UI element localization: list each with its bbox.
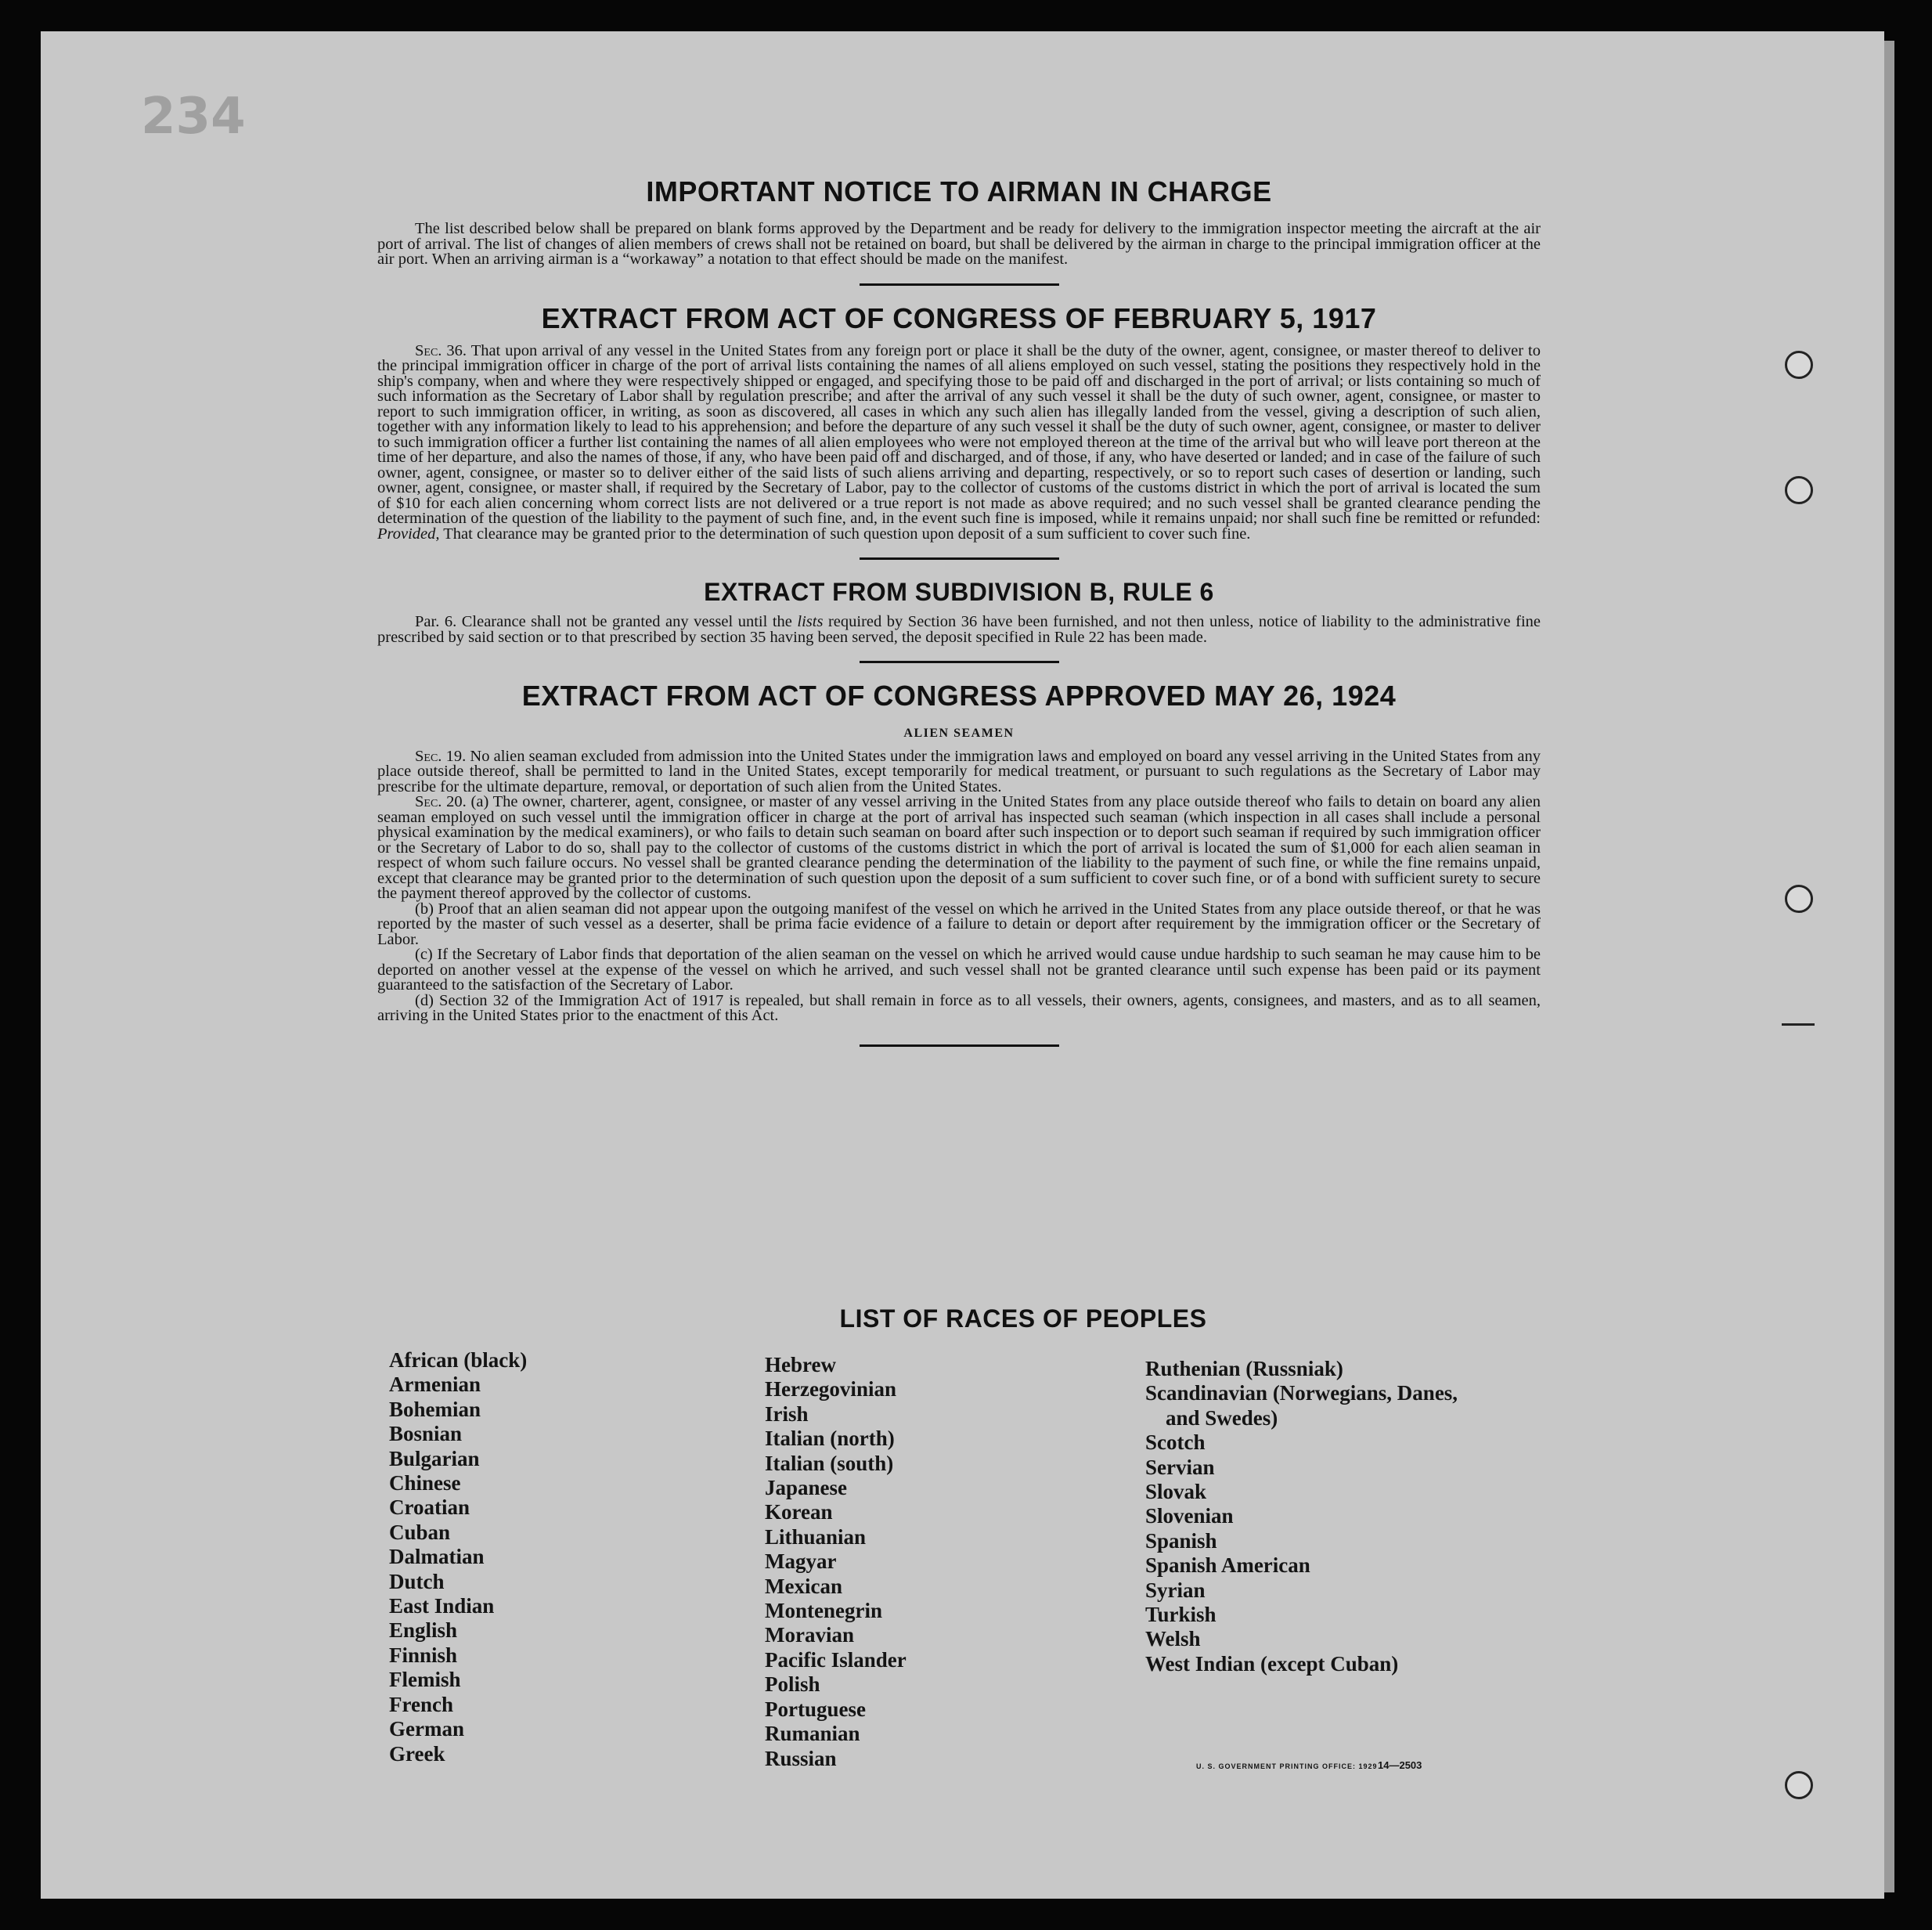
alien-seamen-subtitle: ALIEN SEAMEN [903,727,1015,740]
race-item: Dutch [389,1569,445,1593]
notice-title: IMPORTANT NOTICE TO AIRMAN IN CHARGE [646,175,1272,207]
race-item: Scotch [1145,1430,1206,1455]
race-item: German [389,1717,464,1741]
binder-mark-icon [1782,1023,1815,1026]
race-item: Italian (north) [765,1427,895,1451]
race-item: Turkish [1145,1603,1217,1627]
race-item: Syrian [1145,1578,1206,1602]
races-list-title: LIST OF RACES OF PEOPLES [839,1304,1207,1333]
race-item-continuation: and Swedes) [1166,1405,1278,1430]
page-stamp-number: 234 [141,88,246,146]
rule6-text-end: required by Section 36 have been furnished, and not then unless, notice of liability to the administrative fine prescribed by said section or to that prescribed by section 35 having been served, the deposit specified in Rule 22 has been made. [377,613,1541,646]
form-number: 14—2503 [1378,1759,1422,1771]
sec36-text: That upon arrival of any vessel in the United States from any foreign port or place it shall be the duty of the owner, agent, consignee, or master thereof to deliver to the principal immigration officer in charge of the port of arrival lists containing the names of all aliens employed on such vessel, stating the positions they respectively hold in the ship's company, when and where they were respectively shipped or engaged, and specifying those to be paid off and discharged in the port of arrival; or lists containing so much of such information as the Secretary of Labor shall by regulation prescribe; and after the arrival of any such vessel it shall be the duty of such owner, agent, consignee, or master to report to such immigration officer, in writing, as soon as discovered, all cases in which any such alien has illegally landed from the vessel, giving a description of such alien, together with any information likely to lead to his apprehension; and before the departure of any such vessel it shall be the duty of such owner, agent, consignee, or master to deliver to such immigration officer a further list containing the names of all alien employees who were not employed thereon at the time of the arrival but who will leave port thereon at the time of her departure, and also the names of those, if any, who have been paid off and discharged, and of those, if any, who have deserted or landed; and in case of the failure of such owner, agent, consignee, or master so to deliver either of the said lists of such aliens arriving and departing, respectively, or so to report such cases of desertion or landing, such owner, agent, consignee, or master shall, if required by the Secretary of Labor, pay to the collector of customs of the customs district in which the port of arrival is located the sum of $10 for each alien concerning whom correct lists are not delivered or a true report is not made as above required; and no such vessel shall be granted clearance pending the determination of the question of the liability to the payment of such fine, and, in the event such fine is imposed, while it remains unpaid; nor shall such fine be remitted or refunded: [377,341,1541,527]
binder-hole-icon [1785,351,1813,379]
race-item: Welsh [1145,1627,1201,1651]
rule6-paragraph [377,615,1541,645]
race-item: African (black) [389,1348,528,1372]
race-item: Irish [765,1402,809,1426]
race-item: English [389,1618,458,1643]
race-item: Cuban [389,1520,451,1544]
race-item: Russian [765,1746,837,1770]
race-item: Chinese [389,1471,461,1495]
race-item: Flemish [389,1668,461,1692]
sec36-provided: Provided, [377,525,440,543]
rule6-text-start: Par. 6. Clearance shall not be granted any vessel until the [415,613,792,630]
sec36-label: Sec. 36. [415,341,467,359]
race-item: Lithuanian [765,1524,867,1549]
race-item: Bohemian [389,1397,481,1421]
rule6-title: EXTRACT FROM SUBDIVISION B, RULE 6 [704,578,1214,606]
section-divider [860,283,1059,286]
sec20d-paragraph: (d) Section 32 of the Immigration Act of 1917 is repealed, but shall remain in force as to all vessels, their owners, agents, consignees, and masters, and as to all seamen, arriving in the United States prior to the enactment of this Act. [377,991,1541,1024]
binder-hole-icon [1785,885,1813,913]
races-column-3 [1145,1357,1458,1676]
race-item: Magyar [765,1549,837,1574]
race-item: Slovenian [1145,1504,1234,1528]
race-item: Japanese [765,1476,848,1500]
sec19-text: No alien seaman excluded from admission into the United States under the immigration laws and employed on board any vessel arriving in the United States from any place outside thereof, shall be permitted to land in the United States, except temporarily for medical treatment, or pursuant to such regulations as the Secretary of Labor may prescribe for the ultimate departure, removal, or deportation of such alien from the United States. [377,747,1541,795]
notice-paragraph: The list described below shall be prepared on blank forms approved by the Department and be ready for delivery to the immigration inspector meeting the aircraft at the air port of arrival. The list of changes of alien members of crews shall not be retained on board, but shall be delivered by the airman in charge to the principal immigration officer at the air port. When an arriving airman is a “workaway” a notation to that effect should be made on the manifest. [377,220,1541,268]
race-item: French [389,1692,453,1716]
race-item: Portuguese [765,1697,866,1721]
races-column-1 [389,1348,527,1766]
sec20b-paragraph: (b) Proof that an alien seaman did not appear upon the outgoing manifest of the vessel on which he arrived in the United States from any place outside thereof, or that he was reported by the master of such vessel as a deserter, shall be prima facie evidence of a failure to detain or deport after requirement by the immigration officer or the Secretary of Labor. [377,900,1541,948]
document-body [377,176,1541,1064]
race-item: Italian (south) [765,1451,894,1475]
race-item: Spanish [1145,1528,1217,1553]
section-divider [860,557,1059,560]
act-1917-title: EXTRACT FROM ACT OF CONGRESS OF FEBRUARY 5, 1917 [541,301,1377,334]
act-1924-title: EXTRACT FROM ACT OF CONGRESS APPROVED MAY 26, 1924 [521,680,1397,712]
race-item: East Indian [389,1594,495,1618]
binder-hole-icon [1785,1771,1813,1799]
binder-hole-icon [1785,476,1813,504]
race-item: Bulgarian [389,1446,480,1470]
rule6-italic: lists [797,613,824,630]
race-item: Bosnian [389,1422,463,1446]
race-item: Moravian [765,1623,854,1647]
page-edge-strip [1884,41,1894,1892]
race-item: Servian [1145,1455,1215,1479]
race-item: Montenegrin [765,1599,882,1623]
race-item: Scandinavian (Norwegians, Danes, [1145,1381,1458,1405]
races-column-2 [765,1353,907,1771]
sec36-text-end: That clearance may be granted prior to the determination of such question upon deposit of a sum sufficient to cover such fine. [443,525,1251,543]
race-item: Dalmatian [389,1545,485,1569]
race-item: Korean [765,1500,833,1524]
race-item: Rumanian [765,1722,860,1746]
race-item: Armenian [389,1373,481,1397]
race-item: Pacific Islander [765,1647,907,1672]
race-item: Spanish American [1145,1553,1310,1578]
section-divider [860,1044,1059,1047]
section-divider [860,661,1059,663]
sec19-label: Sec. 19. [415,747,467,765]
race-item: Herzegovinian [765,1377,896,1402]
race-item: Slovak [1145,1480,1207,1504]
race-item: Polish [765,1672,820,1697]
sec20a-text: (a) The owner, charterer, agent, consignee, or master of any vessel arriving in the United States from any place outside thereof who fails to detain on board any alien seaman employed on such vessel until the immigration officer in charge at the port of arrival has inspected such seaman (which inspection in all cases shall include a personal physical examination by the medical examiners), or who fails to detain such seaman on board after such inspection or to deport such seaman if required by such immigration officer or the Secretary of Labor to do so, shall pay to the collector of customs of the customs district in which the port of arrival is located the sum of $1,000 for each alien seaman in respect of whom such failure occurs. No vessel shall be granted clearance pending the determination of the liability to the payment of such fine, or while the fine remains unpaid, except that clearance may be granted prior to the determination of such question upon the deposit of a sum sufficient to cover such fine, or of a bond with sufficient surety to secure the payment thereof approved by the collector of customs. [377,793,1541,902]
sec20c-paragraph: (c) If the Secretary of Labor finds that deportation of the alien seaman on the vessel on which he arrived would cause undue hardship to such seaman he may cause him to be deported on another vessel at the expense of the vessel on which he arrived, and such vessel shall not be granted clearance until such expense has been paid or its payment guaranteed to the satisfaction of the Secretary of Labor. [377,946,1541,994]
race-item: Croatian [389,1495,470,1520]
sec19-paragraph [377,749,1541,795]
race-item: Greek [389,1741,445,1766]
printing-office-imprint: U. S. GOVERNMENT PRINTING OFFICE: 1929 [1196,1762,1378,1770]
act-1917-sec36 [377,341,1541,543]
race-item: Finnish [389,1643,458,1667]
race-item: Ruthenian (Russniak) [1145,1357,1343,1380]
race-item: Mexican [765,1574,842,1598]
race-item: West Indian (except Cuban) [1145,1651,1399,1676]
race-item: Hebrew [765,1353,836,1376]
sec20-label: Sec. 20. [415,793,467,810]
sec20a-paragraph [377,795,1541,902]
